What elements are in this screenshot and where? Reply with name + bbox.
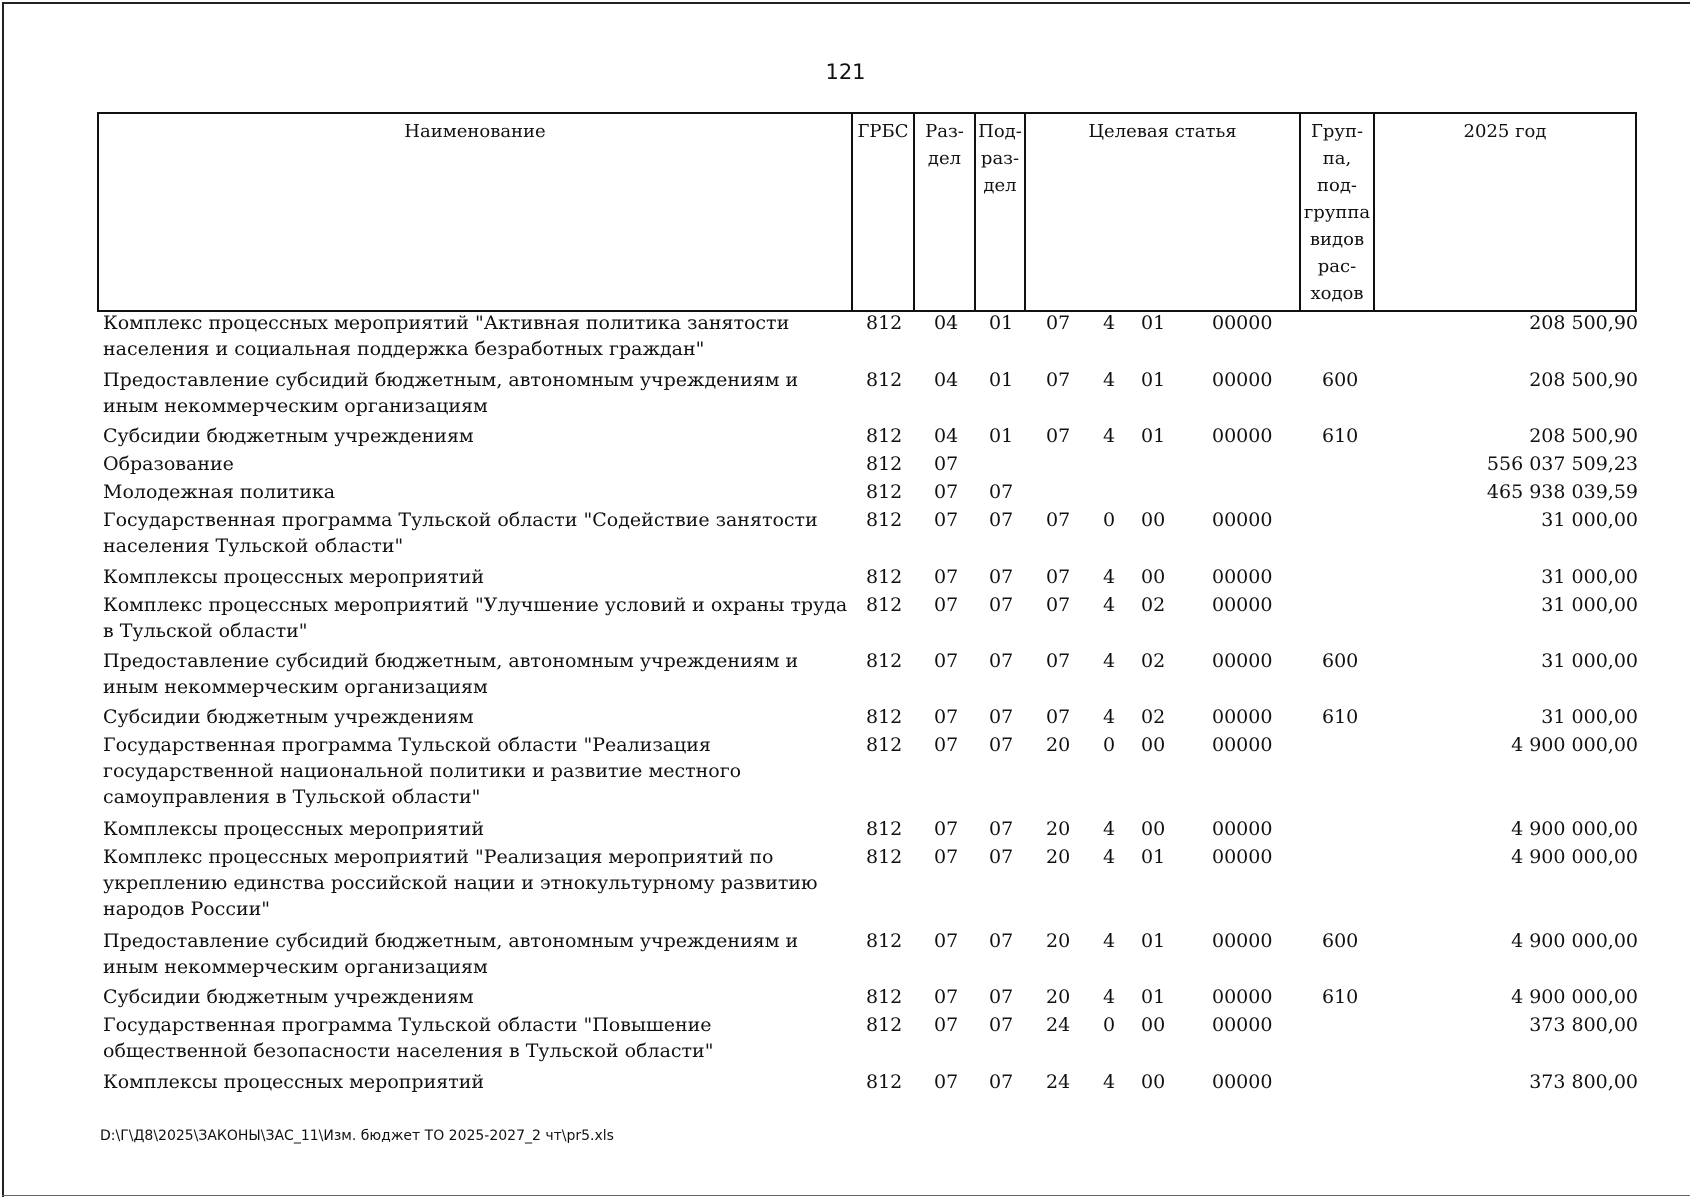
row-celevaya-complex: 01: [1141, 369, 1166, 391]
row-celevaya-complex: 02: [1141, 594, 1166, 616]
row-celevaya-direction: 00000: [1212, 706, 1273, 728]
row-celevaya-direction: 00000: [1212, 1014, 1273, 1036]
row-razdel: 07: [934, 453, 959, 475]
row-celevaya-complex: 01: [1141, 986, 1166, 1008]
row-celevaya-program: 07: [1046, 566, 1071, 588]
header-gruppa-vidov-rashodov: Груп- па, под- группа видов рас- ходов: [1303, 121, 1371, 304]
row-grbs: 812: [866, 453, 903, 475]
row-value: 31 000,00: [1541, 706, 1638, 728]
row-celevaya-type: 4: [1103, 1071, 1116, 1093]
row-podrazdel: 07: [989, 566, 1014, 588]
row-razdel: 07: [934, 566, 959, 588]
row-razdel: 07: [934, 706, 959, 728]
row-grbs: 812: [866, 369, 903, 391]
row-gruppa: 600: [1322, 650, 1359, 672]
row-razdel: 07: [934, 594, 959, 616]
row-podrazdel: 07: [989, 509, 1014, 531]
row-celevaya-direction: 00000: [1212, 312, 1273, 334]
row-celevaya-program: 07: [1046, 706, 1071, 728]
row-value: 465 938 039,59: [1486, 481, 1638, 503]
row-podrazdel: 01: [989, 425, 1014, 447]
row-podrazdel: 07: [989, 594, 1014, 616]
page-frame-top: [2, 2, 1690, 4]
row-name: Комплекс процессных мероприятий "Улучшение условий и охраны труда в Тульской области": [103, 594, 848, 642]
row-celevaya-complex: 01: [1141, 312, 1166, 334]
row-razdel: 07: [934, 930, 959, 952]
row-podrazdel: 01: [989, 369, 1014, 391]
row-name: Молодежная политика: [103, 481, 336, 503]
row-grbs: 812: [866, 706, 903, 728]
row-razdel: 04: [934, 369, 959, 391]
header-razdel: Раз- дел: [925, 121, 964, 169]
row-celevaya-type: 4: [1103, 566, 1116, 588]
row-name: Предоставление субсидий бюджетным, автономным учреждениям и иным некоммерческим организациям: [103, 650, 799, 698]
row-celevaya-direction: 00000: [1212, 594, 1273, 616]
header-celevaya-statya: Целевая статья: [1088, 121, 1237, 142]
row-podrazdel: 07: [989, 734, 1014, 756]
row-gruppa: 610: [1322, 706, 1359, 728]
row-value: 4 900 000,00: [1511, 930, 1638, 952]
row-razdel: 07: [934, 1071, 959, 1093]
row-celevaya-direction: 00000: [1212, 509, 1273, 531]
row-gruppa: 610: [1322, 986, 1359, 1008]
page-frame-left: [2, 2, 4, 1197]
row-value: 208 500,90: [1529, 312, 1638, 334]
row-razdel: 07: [934, 818, 959, 840]
row-value: 373 800,00: [1529, 1014, 1638, 1036]
row-razdel: 07: [934, 481, 959, 503]
header-podrazdel: Под- раз- дел: [978, 121, 1022, 196]
row-celevaya-program: 20: [1046, 930, 1071, 952]
row-celevaya-program: 07: [1046, 312, 1071, 334]
row-celevaya-direction: 00000: [1212, 986, 1273, 1008]
header-grbs: ГРБС: [857, 121, 909, 142]
row-razdel: 04: [934, 312, 959, 334]
row-value: 4 900 000,00: [1511, 818, 1638, 840]
row-celevaya-program: 24: [1046, 1071, 1071, 1093]
table-header: [97, 112, 1637, 312]
footer-file-path: D:\Г\Д8\2025\ЗАКОНЫ\ЗАС_11\Изм. бюджет ТО 2025-2027_2 чт\pr5.xls: [100, 1128, 614, 1144]
row-celevaya-direction: 00000: [1212, 425, 1273, 447]
row-celevaya-type: 0: [1103, 1014, 1116, 1036]
row-name: Комплексы процессных мероприятий: [103, 1071, 485, 1093]
row-podrazdel: 07: [989, 846, 1014, 868]
row-razdel: 07: [934, 509, 959, 531]
row-celevaya-complex: 01: [1141, 930, 1166, 952]
row-grbs: 812: [866, 481, 903, 503]
row-celevaya-program: 24: [1046, 1014, 1071, 1036]
row-celevaya-type: 4: [1103, 425, 1116, 447]
row-celevaya-complex: 01: [1141, 425, 1166, 447]
row-celevaya-program: 07: [1046, 594, 1071, 616]
row-grbs: 812: [866, 425, 903, 447]
row-celevaya-type: 0: [1103, 509, 1116, 531]
row-grbs: 812: [866, 1071, 903, 1093]
row-podrazdel: 07: [989, 481, 1014, 503]
row-value: 208 500,90: [1529, 369, 1638, 391]
row-celevaya-program: 20: [1046, 734, 1071, 756]
row-celevaya-complex: 00: [1141, 818, 1166, 840]
row-celevaya-direction: 00000: [1212, 1071, 1273, 1093]
row-razdel: 07: [934, 846, 959, 868]
row-name: Комплекс процессных мероприятий "Реализация мероприятий по укреплению единства российской нации и этнокультурному развитию народов России": [103, 846, 818, 920]
row-name: Образование: [103, 453, 234, 475]
row-value: 31 000,00: [1541, 594, 1638, 616]
row-razdel: 07: [934, 986, 959, 1008]
page-frame-bottom: [2, 1195, 1690, 1196]
row-grbs: 812: [866, 818, 903, 840]
row-gruppa: 610: [1322, 425, 1359, 447]
row-razdel: 07: [934, 734, 959, 756]
row-celevaya-program: 07: [1046, 369, 1071, 391]
row-grbs: 812: [866, 1014, 903, 1036]
row-name: Предоставление субсидий бюджетным, автономным учреждениям и иным некоммерческим организациям: [103, 369, 799, 417]
row-celevaya-complex: 02: [1141, 650, 1166, 672]
row-value: 31 000,00: [1541, 650, 1638, 672]
row-celevaya-program: 07: [1046, 509, 1071, 531]
row-celevaya-direction: 00000: [1212, 369, 1273, 391]
row-razdel: 07: [934, 1014, 959, 1036]
row-value: 4 900 000,00: [1511, 846, 1638, 868]
row-grbs: 812: [866, 734, 903, 756]
row-celevaya-program: 20: [1046, 818, 1071, 840]
row-name: Государственная программа Тульской области "Повышение общественной безопасности населения в Тульской области": [103, 1014, 714, 1062]
row-razdel: 04: [934, 425, 959, 447]
row-gruppa: 600: [1322, 930, 1359, 952]
row-celevaya-direction: 00000: [1212, 566, 1273, 588]
row-celevaya-direction: 00000: [1212, 734, 1273, 756]
row-value: 4 900 000,00: [1511, 734, 1638, 756]
header-name: Наименование: [404, 121, 546, 142]
row-celevaya-program: 07: [1046, 425, 1071, 447]
row-celevaya-complex: 00: [1141, 1071, 1166, 1093]
row-name: Предоставление субсидий бюджетным, автономным учреждениям и иным некоммерческим организациям: [103, 930, 799, 978]
row-name: Субсидии бюджетным учреждениям: [103, 986, 474, 1008]
row-grbs: 812: [866, 650, 903, 672]
row-grbs: 812: [866, 509, 903, 531]
row-celevaya-type: 4: [1103, 818, 1116, 840]
row-celevaya-direction: 00000: [1212, 930, 1273, 952]
row-podrazdel: 07: [989, 986, 1014, 1008]
row-podrazdel: 07: [989, 1014, 1014, 1036]
row-celevaya-type: 4: [1103, 369, 1116, 391]
row-value: 31 000,00: [1541, 566, 1638, 588]
row-podrazdel: 07: [989, 706, 1014, 728]
row-celevaya-complex: 00: [1141, 734, 1166, 756]
row-celevaya-type: 4: [1103, 986, 1116, 1008]
row-podrazdel: 01: [989, 312, 1014, 334]
row-celevaya-complex: 00: [1141, 509, 1166, 531]
row-celevaya-type: 4: [1103, 930, 1116, 952]
row-celevaya-type: 4: [1103, 846, 1116, 868]
row-celevaya-complex: 02: [1141, 706, 1166, 728]
row-celevaya-complex: 00: [1141, 566, 1166, 588]
row-name: Комплекс процессных мероприятий "Активная политика занятости населения и социальная поддержка безработных граждан": [103, 312, 790, 360]
header-year: 2025 год: [1463, 121, 1547, 142]
row-celevaya-type: 4: [1103, 594, 1116, 616]
row-name: Государственная программа Тульской области "Реализация государственной национальной политики и развитие местного самоуправления в Тульской области": [103, 734, 742, 808]
row-value: 208 500,90: [1529, 425, 1638, 447]
row-grbs: 812: [866, 846, 903, 868]
row-grbs: 812: [866, 930, 903, 952]
row-podrazdel: 07: [989, 818, 1014, 840]
row-value: 556 037 509,23: [1486, 453, 1638, 475]
row-celevaya-complex: 01: [1141, 846, 1166, 868]
row-celevaya-direction: 00000: [1212, 650, 1273, 672]
row-grbs: 812: [866, 986, 903, 1008]
row-value: 31 000,00: [1541, 509, 1638, 531]
row-celevaya-type: 4: [1103, 650, 1116, 672]
row-podrazdel: 07: [989, 650, 1014, 672]
row-celevaya-type: 4: [1103, 706, 1116, 728]
row-name: Комплексы процессных мероприятий: [103, 566, 485, 588]
row-grbs: 812: [866, 594, 903, 616]
row-podrazdel: 07: [989, 930, 1014, 952]
row-name: Субсидии бюджетным учреждениям: [103, 706, 474, 728]
row-celevaya-complex: 00: [1141, 1014, 1166, 1036]
row-celevaya-type: 4: [1103, 312, 1116, 334]
row-razdel: 07: [934, 650, 959, 672]
row-name: Комплексы процессных мероприятий: [103, 818, 485, 840]
row-value: 4 900 000,00: [1511, 986, 1638, 1008]
row-celevaya-type: 0: [1103, 734, 1116, 756]
row-celevaya-program: 20: [1046, 846, 1071, 868]
row-gruppa: 600: [1322, 369, 1359, 391]
row-grbs: 812: [866, 566, 903, 588]
page-number: 121: [825, 60, 866, 84]
row-celevaya-direction: 00000: [1212, 818, 1273, 840]
row-name: Государственная программа Тульской области "Содействие занятости населения Тульской области": [103, 509, 818, 557]
row-grbs: 812: [866, 312, 903, 334]
row-celevaya-program: 07: [1046, 650, 1071, 672]
row-name: Субсидии бюджетным учреждениям: [103, 425, 474, 447]
row-celevaya-program: 20: [1046, 986, 1071, 1008]
row-celevaya-direction: 00000: [1212, 846, 1273, 868]
row-value: 373 800,00: [1529, 1071, 1638, 1093]
row-podrazdel: 07: [989, 1071, 1014, 1093]
